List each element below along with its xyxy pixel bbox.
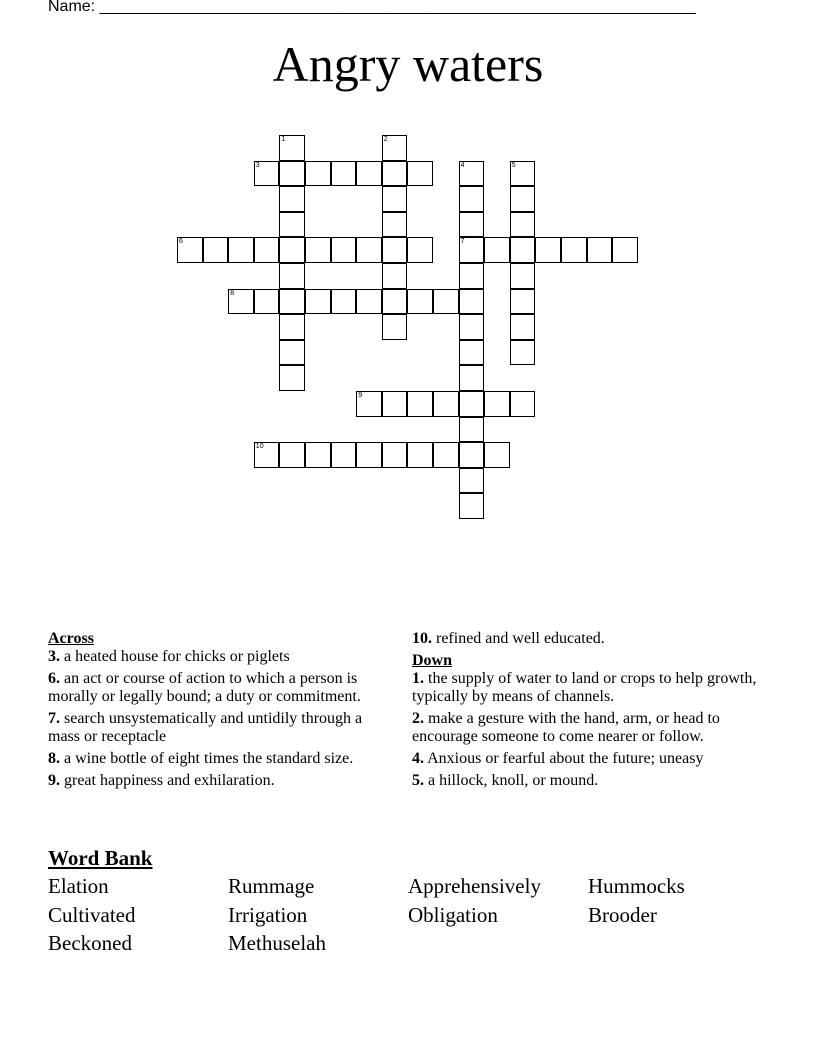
page-title: Angry waters	[272, 36, 544, 92]
grid-cell[interactable]	[279, 289, 305, 315]
grid-cell[interactable]	[535, 237, 561, 263]
grid-cell[interactable]	[331, 289, 357, 315]
grid-cell[interactable]	[228, 289, 254, 315]
clue-number: 5.	[412, 772, 424, 789]
clue-item	[48, 670, 393, 706]
grid-cell[interactable]	[279, 365, 305, 391]
grid-cell[interactable]	[510, 340, 536, 366]
grid-cell[interactable]	[459, 391, 485, 417]
grid-cell[interactable]	[382, 186, 408, 212]
grid-cell[interactable]	[459, 493, 485, 519]
grid-cell[interactable]	[254, 161, 280, 187]
grid-cell[interactable]	[407, 289, 433, 315]
grid-cell[interactable]	[279, 161, 305, 187]
grid-cell[interactable]	[510, 391, 536, 417]
grid-cell[interactable]	[382, 391, 408, 417]
grid-cell[interactable]	[510, 263, 536, 289]
grid-cell[interactable]	[382, 135, 408, 161]
grid-cell[interactable]	[382, 237, 408, 263]
grid-cell[interactable]	[587, 237, 613, 263]
clue-number-label: 9	[358, 392, 363, 399]
grid-cell[interactable]	[254, 289, 280, 315]
word-bank-entry: Rummage	[228, 874, 315, 898]
grid-cell[interactable]	[254, 442, 280, 468]
grid-cell[interactable]	[382, 289, 408, 315]
clue-number: 7.	[48, 710, 60, 727]
clue-number: 10.	[412, 630, 432, 647]
across-heading: Across	[48, 630, 94, 647]
clue-number-label: 2	[383, 136, 388, 143]
grid-cell[interactable]	[305, 161, 331, 187]
grid-cell[interactable]	[279, 314, 305, 340]
clue-number-label: 6	[179, 238, 183, 246]
grid-cell[interactable]	[382, 263, 408, 289]
word-bank-entry: Elation	[48, 874, 109, 898]
grid-cell[interactable]	[459, 263, 485, 289]
grid-cell[interactable]	[407, 237, 433, 263]
clue-number: 6.	[48, 670, 60, 687]
grid-cell[interactable]	[459, 365, 485, 391]
grid-cell[interactable]	[305, 442, 331, 468]
word-bank-entry: Cultivated	[48, 903, 136, 927]
clues-column-right	[412, 630, 757, 794]
word-bank-entry: Irrigation	[228, 903, 308, 927]
clue-text: make a gesture with the hand, arm, or head to encourage someone to come nearer or follow.	[412, 710, 720, 745]
grid-cell[interactable]	[561, 237, 587, 263]
grid-cell[interactable]	[356, 237, 382, 263]
grid-cell[interactable]	[279, 186, 305, 212]
clue-text: a wine bottle of eight times the standard size.	[64, 750, 354, 767]
clue-item	[412, 710, 757, 746]
grid-cell[interactable]	[612, 237, 638, 263]
grid-cell[interactable]	[484, 442, 510, 468]
grid-cell[interactable]	[459, 289, 485, 315]
grid-cell[interactable]	[356, 391, 382, 417]
clue-item	[412, 750, 757, 768]
clue-number: 3.	[48, 648, 60, 665]
clue-text: a heated house for chicks or piglets	[64, 648, 290, 665]
grid-cell[interactable]	[279, 135, 305, 161]
word-bank-entry: Hummocks	[588, 874, 685, 898]
grid-cell[interactable]	[459, 186, 485, 212]
grid-cell[interactable]	[459, 212, 485, 238]
clue-number: 9.	[48, 772, 60, 789]
word-bank-entry: Beckoned	[48, 931, 132, 955]
clue-item	[48, 750, 393, 768]
clue-text: the supply of water to land or crops to help growth, typically by means of channels.	[412, 670, 757, 705]
word-bank-entry: Obligation	[408, 903, 498, 927]
grid-cell[interactable]	[459, 314, 485, 340]
grid-cell[interactable]	[382, 212, 408, 238]
grid-cell[interactable]	[279, 442, 305, 468]
clue-item	[48, 648, 393, 666]
grid-cell[interactable]	[433, 442, 459, 468]
grid-cell[interactable]	[510, 186, 536, 212]
grid-cell[interactable]	[305, 289, 331, 315]
grid-cell[interactable]	[407, 391, 433, 417]
grid-cell[interactable]	[254, 237, 280, 263]
clue-text: a hillock, knoll, or mound.	[428, 772, 599, 789]
clue-text: refined and well educated.	[436, 630, 605, 647]
word-bank-entry: Apprehensively	[408, 874, 541, 898]
grid-cell[interactable]	[331, 237, 357, 263]
grid-cell[interactable]	[459, 417, 485, 443]
grid-cell[interactable]	[459, 468, 485, 494]
clue-item	[412, 670, 757, 706]
word-bank-entry: Brooder	[588, 903, 657, 927]
clue-item	[412, 630, 757, 648]
clues-column-left	[48, 630, 393, 794]
down-heading: Down	[412, 652, 453, 669]
clue-number: 1.	[412, 670, 424, 687]
grid-cell[interactable]	[228, 237, 254, 263]
grid-cell[interactable]	[356, 289, 382, 315]
clue-number: 8.	[48, 750, 60, 767]
clue-text: great happiness and exhilaration.	[64, 772, 275, 789]
clue-number-label: 3	[255, 161, 260, 169]
grid-cell[interactable]	[382, 161, 408, 187]
grid-cell[interactable]	[459, 340, 485, 366]
word-bank-title: Word Bank	[48, 846, 153, 870]
grid-cell[interactable]	[177, 237, 203, 263]
grid-cell[interactable]	[433, 391, 459, 417]
grid-cell[interactable]	[203, 237, 229, 263]
clue-text: Anxious or fearful about the future; uneasy	[427, 750, 704, 767]
grid-cell[interactable]	[510, 212, 536, 238]
clue-number-label: 8	[230, 289, 235, 297]
grid-cell[interactable]	[356, 161, 382, 187]
grid-cell[interactable]	[279, 340, 305, 366]
clue-number-label: 4	[460, 161, 465, 169]
clue-number-label: 10	[255, 443, 264, 451]
grid-cell[interactable]	[279, 237, 305, 263]
grid-cell[interactable]	[331, 442, 357, 468]
grid-cell[interactable]	[382, 314, 408, 340]
clue-item	[48, 710, 393, 746]
grid-cell[interactable]	[459, 161, 485, 187]
grid-cell[interactable]	[305, 237, 331, 263]
clue-number-label: 5	[511, 161, 516, 169]
grid-cell[interactable]	[484, 391, 510, 417]
grid-cell[interactable]	[459, 237, 485, 263]
grid-cell[interactable]	[407, 161, 433, 187]
clue-number: 4.	[412, 750, 424, 767]
grid-cell[interactable]	[459, 442, 485, 468]
grid-cell[interactable]	[356, 442, 382, 468]
grid-cell[interactable]	[510, 314, 536, 340]
clue-item	[48, 772, 393, 790]
clue-number-label: 1	[281, 136, 286, 143]
clue-item	[412, 772, 757, 790]
clue-number: 2.	[412, 710, 424, 727]
grid-cell[interactable]	[279, 212, 305, 238]
grid-cell[interactable]	[407, 442, 433, 468]
grid-cell[interactable]	[433, 289, 459, 315]
clue-text: an act or course of action to which a person is morally or legally bound; a duty or commitment.	[48, 670, 361, 705]
word-bank-entry: Methuselah	[228, 931, 326, 955]
name-line[interactable]: Name: ___________________________________________________________________	[48, 0, 696, 15]
grid-cell[interactable]	[510, 289, 536, 315]
grid-cell[interactable]	[279, 263, 305, 289]
grid-cell[interactable]	[510, 237, 536, 263]
grid-cell[interactable]	[382, 442, 408, 468]
grid-cell[interactable]	[510, 161, 536, 187]
grid-cell[interactable]	[331, 161, 357, 187]
clue-number-label: 7	[460, 238, 465, 246]
clue-text: search unsystematically and untidily through a mass or receptacle	[48, 710, 363, 745]
grid-cell[interactable]	[484, 237, 510, 263]
